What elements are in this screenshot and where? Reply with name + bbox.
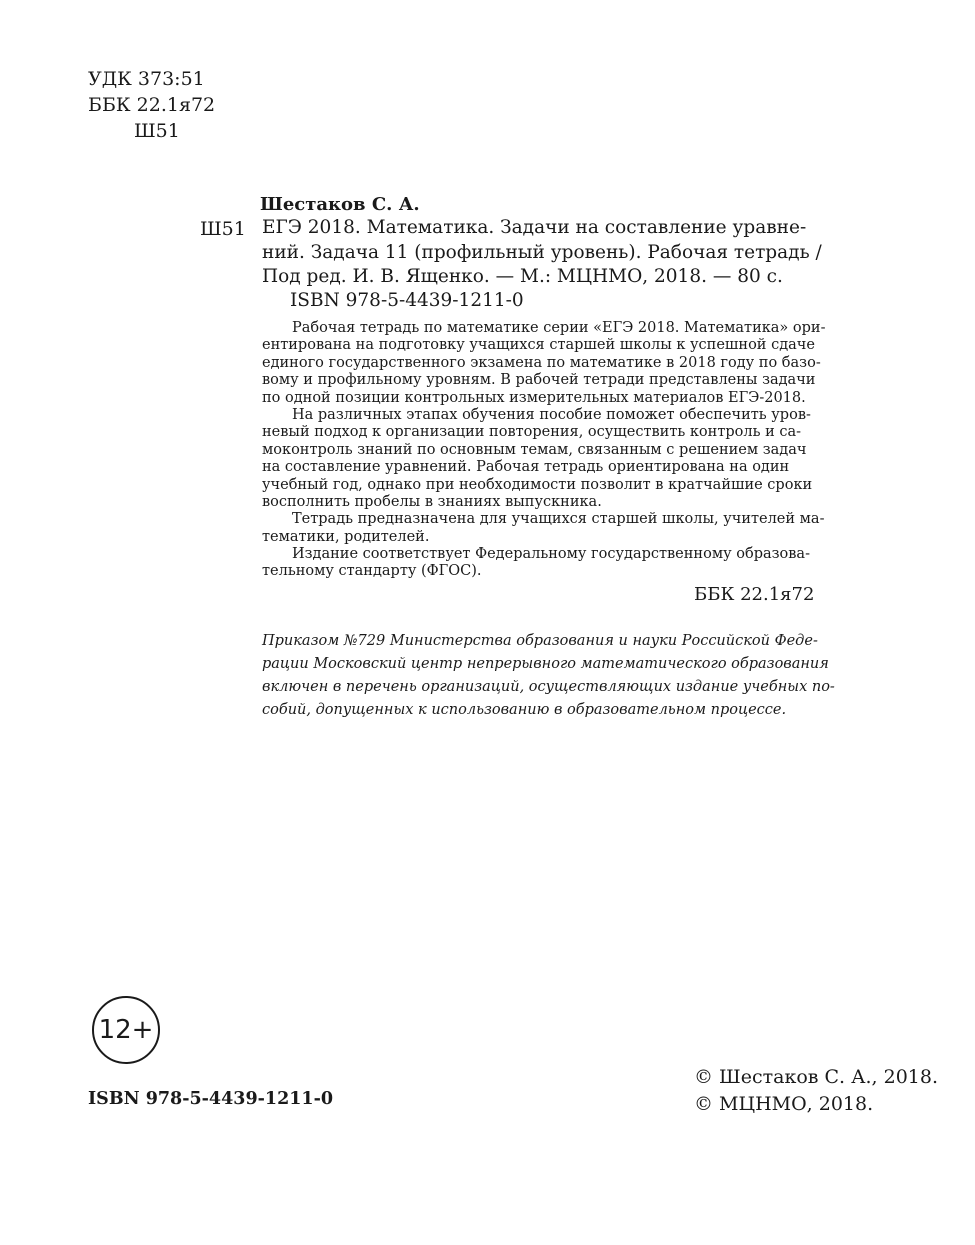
annotation-line: Издание соответствует Федеральному государственному образова- (292, 546, 810, 563)
order-line: Приказом №729 Министерства образования и науки Российской Феде- (262, 633, 818, 649)
title-line: ЕГЭ 2018. Математика. Задачи на составление уравне- (262, 217, 807, 238)
annotation-line: На различных этапах обучения пособие поможет обеспечить уров- (292, 406, 811, 423)
age-rating-badge (92, 996, 160, 1064)
copyright-line: © Шестаков С. А., 2018. (694, 1066, 939, 1088)
order-line: рации Московский центр непрерывного математического образования (262, 656, 829, 672)
annotation-line: ентирована на подготовку учащихся старшей школы к успешной сдаче (262, 337, 815, 354)
annotation-line: на составление уравнений. Рабочая тетрадь ориентирована на один (262, 459, 790, 476)
age-rating-label: 12+ (98, 1015, 154, 1045)
annotation-line: тематики, родителей. (262, 528, 430, 545)
order-line: собий, допущенных к использованию в образовательном процессе. (262, 702, 787, 718)
title-line: ний. Задача 11 (профильный уровень). Рабочая тетрадь / (262, 241, 822, 263)
annotation-line: Рабочая тетрадь по математике серии «ЕГЭ 2018. Математика» ори- (292, 320, 826, 336)
catalog-isbn: ISBN 978-5-4439-1211-0 (290, 290, 524, 311)
bbk-code-right: ББК 22.1я72 (694, 584, 815, 605)
annotation-line: Тетрадь предназначена для учащихся старшей школы, учителей ма- (292, 511, 825, 528)
annotation (262, 320, 826, 581)
catalog-author-mark: Ш51 (200, 218, 246, 240)
author-mark: Ш51 (134, 120, 180, 142)
bbk-code: ББК 22.1я72 (88, 94, 216, 116)
annotation-line: учебный год, однако при необходимости позволит в кратчайшие сроки (262, 476, 813, 493)
annotation-line: по одной позиции контрольных измерительных материалов ЕГЭ-2018. (262, 389, 806, 406)
annotation-line: вому и профильному уровням. В рабочей тетради представлены задачи (262, 372, 816, 389)
annotation-line: восполнить пробелы в знаниях выпускника. (262, 493, 602, 510)
order-line: включен в перечень организаций, осуществляющих издание учебных по- (262, 679, 835, 695)
annotation-line: единого государственного экзамена по математике в 2018 году по базо- (262, 354, 821, 371)
classification-codes (88, 66, 215, 144)
author-name: Шестаков С. А. (260, 194, 420, 215)
book-title (262, 216, 822, 290)
copyright-block (694, 1064, 938, 1118)
annotation-line: моконтроль знаний по основным темам, связанным с решением задач (262, 441, 807, 458)
annotation-line: невый подход к организации повторения, осуществить контроль и са- (262, 424, 802, 441)
title-line: Под ред. И. В. Ященко. — М.: МЦНМО, 2018. — 80 с. (262, 266, 783, 287)
ministry-order-note (262, 630, 835, 722)
isbn-bottom: ISBN 978-5-4439-1211-0 (88, 1089, 334, 1109)
annotation-line: тельному стандарту (ФГОС). (262, 563, 482, 580)
udk-code: УДК 373:51 (88, 68, 205, 90)
copyright-line: © МЦНМО, 2018. (694, 1093, 874, 1115)
